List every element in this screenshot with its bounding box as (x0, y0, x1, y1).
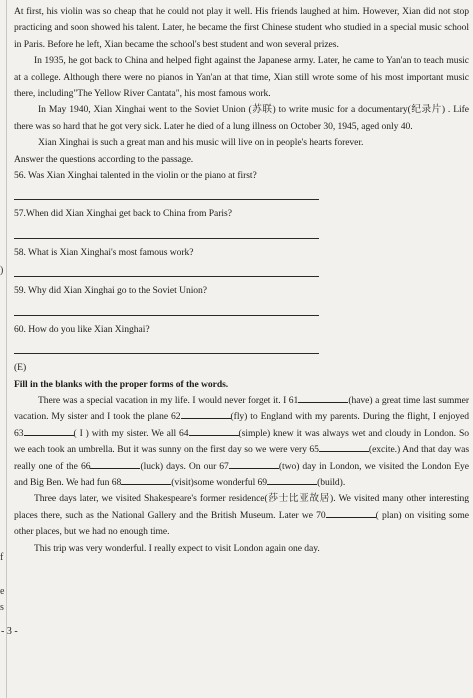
cloze-text: (two) day in London, we visited the London Eye and Big Ben. We had fun 68 (14, 460, 469, 488)
blank-62[interactable] (181, 409, 231, 419)
exam-content (14, 4, 469, 557)
cloze-text: There was a special vacation in my life. I would never forget it. I 61 (38, 394, 299, 406)
edge-mark: ) (0, 265, 4, 276)
instruction-text: Answer the questions according to the passage. (14, 153, 194, 165)
passage-paragraph: At first, his violin was so cheap that he could not play it well. His friends laughed at him. However, Xian did not stop practicing and soon showed his talent. Later, he became the first Chinese student who studied in a special music school in Paris. Before he left, Xian became the school's best student and won several prizes. (14, 6, 469, 50)
blank-66[interactable] (90, 459, 140, 469)
cloze-paragraph-2 (14, 491, 469, 540)
answer-line-58[interactable] (14, 276, 319, 277)
question-56: 56. Was Xian Xinghai talented in the violin or the piano at first? (14, 170, 257, 182)
edge-mark: f (0, 552, 4, 563)
blank-69[interactable] (267, 475, 317, 485)
blank-65[interactable] (319, 442, 369, 452)
cloze-text: (luck) days. On our 67 (140, 460, 229, 472)
question-57: 57.When did Xian Xinghai get back to China from Paris? (14, 208, 232, 220)
blank-67[interactable] (229, 459, 279, 469)
cloze-text: (excite.) And that day was really one of the 66 (14, 444, 470, 472)
cloze-text: Three days later, we visited Shakespeare's former residence(莎士比亚故居). We visited many other interesting places there, such as the National Gallery and the British Museum. Later we 70 (14, 493, 469, 521)
cloze-paragraph-3: This trip was very wonderful. I really expect to visit London again one day. (34, 542, 320, 554)
edge-mark: e (0, 586, 5, 597)
page-number: - 3 - (1, 626, 18, 637)
blank-63[interactable] (24, 426, 74, 436)
answer-line-56[interactable] (14, 199, 319, 200)
blank-64[interactable] (189, 426, 239, 436)
blank-61[interactable] (298, 393, 348, 403)
question-59: 59. Why did Xian Xinghai go to the Soviet Union? (14, 285, 208, 297)
answer-line-57[interactable] (14, 238, 319, 239)
cloze-text: (visit)some wonderful 69 (171, 476, 268, 488)
blank-70[interactable] (326, 508, 376, 518)
cloze-paragraph-1 (14, 393, 469, 491)
question-58: 58. What is Xian Xinghai's most famous work? (14, 246, 194, 258)
answer-line-60[interactable] (14, 353, 319, 354)
edge-mark: s (0, 602, 4, 613)
passage-paragraph: In 1935, he got back to China and helped fight against the Japanese army. Later, he came to Yan'an to teach music at a college. Although there were no pianos in Yan'an at that time, Xian still wrote some of his most important music there, including"The Yellow River Cantata", his most famous work. (14, 55, 469, 100)
cloze-text: ( plan) on visiting some other places, but we had no enough time. (14, 509, 470, 538)
section-e-label: (E) (14, 362, 27, 374)
cloze-text: (build). (317, 476, 346, 488)
question-60: 60. How do you like Xian Xinghai? (14, 323, 150, 335)
blank-68[interactable] (121, 475, 171, 485)
cloze-text: (have) a great time last summer vacation. My sister and I took the plane 62 (14, 394, 470, 423)
answer-line-59[interactable] (14, 315, 319, 316)
passage-paragraph: In May 1940, Xian Xinghai went to the Soviet Union (苏联) to write music for a documentary(纪录片) . Life there was so hard that he got very sick. Later he died of a lung illness on October 30, 1945, aged only 40. (14, 104, 469, 132)
cloze-text: (fly) to England with my parents. During the flight, I enjoyed 63 (14, 411, 469, 439)
section-e-title: Fill in the blanks with the proper forms of the words. (14, 378, 229, 390)
binding-margin-line (6, 0, 7, 698)
cloze-text: ( I ) with my sister. We all 64 (73, 427, 189, 439)
cloze-text: (simple) knew it was always wet and cloudy in London. So we each took an umbrella. But it was sunny on the first day so we were very 65 (14, 427, 469, 456)
passage-paragraph: Xian Xinghai is such a great man and his music will live on in people's hearts forever. (38, 137, 364, 149)
